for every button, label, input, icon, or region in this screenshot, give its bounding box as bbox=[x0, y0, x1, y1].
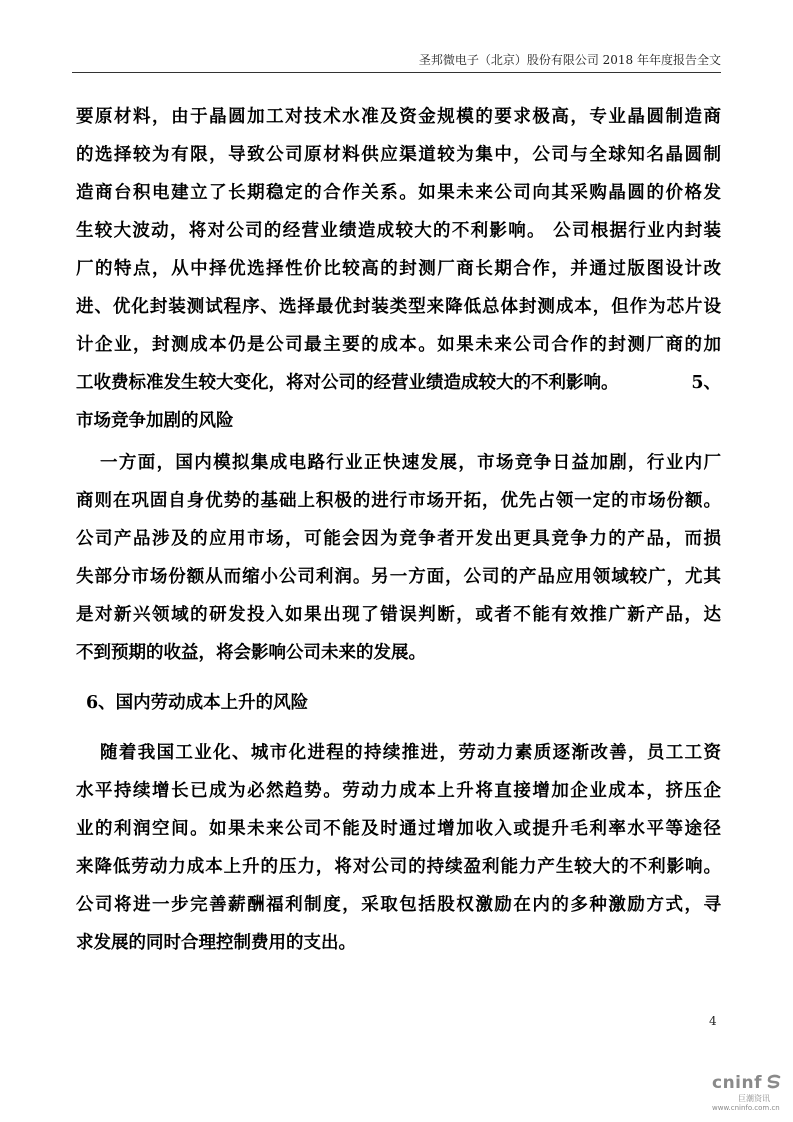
text-line: 进、优化封装测试程序、选择最优封装类型来降低总体封测成本，但作为芯片设 bbox=[76, 297, 721, 317]
document-body bbox=[76, 98, 721, 962]
text-line: 来降低劳动力成本上升的压力，将对公司的持续盈利能力产生较大的不利影响。 bbox=[76, 857, 721, 877]
text-line: 商则在巩固自身优势的基础上积极的进行市场开拓，优先占领一定的市场份额。 bbox=[76, 491, 721, 511]
text-line: 随着我国工业化、城市化进程的持续推进，劳动力素质逐渐改善，员工工资 bbox=[100, 743, 721, 763]
cninfo-logo-icon bbox=[766, 1074, 782, 1090]
section-5-heading: 市场竞争加剧的风险 bbox=[76, 411, 234, 431]
report-header-title: 圣邦微电子（北京）股份有限公司 2018 年年度报告全文 bbox=[418, 53, 721, 67]
text-line: 不到预期的收益，将会影响公司未来的发展。 bbox=[76, 643, 426, 663]
text-line: 业的利润空间。如果未来公司不能及时通过增加收入或提升毛利率水平等途径 bbox=[76, 819, 721, 839]
text-line: 计企业，封测成本仍是公司最主要的成本。如果未来公司合作的封测厂商的加 bbox=[76, 335, 721, 355]
cninfo-watermark-logo bbox=[712, 1073, 782, 1113]
watermark-chinese: 巨潮资讯 bbox=[738, 1094, 770, 1103]
text-line-with-heading-number bbox=[76, 364, 721, 402]
section-5-number: 5、 bbox=[691, 373, 721, 393]
text-line: 是对新兴领域的研发投入如果出现了错误判断，或者不能有效推广新产品，达 bbox=[76, 605, 721, 625]
text-line: 水平持续增长已成为必然趋势。劳动力成本上升将直接增加企业成本，挤压企 bbox=[76, 781, 721, 801]
text-line: 一方面，国内模拟集成电路行业正快速发展，市场竞争日益加剧，行业内厂 bbox=[100, 453, 721, 473]
text-line-content: 工收费标准发生较大变化，将对公司的经营业绩造成较大的不利影响。 bbox=[76, 373, 619, 393]
header-divider bbox=[72, 72, 721, 73]
section-6-heading: 6、国内劳动成本上升的风险 bbox=[86, 693, 309, 713]
watermark-word: cninf bbox=[712, 1073, 763, 1093]
text-line: 失部分市场份额从而缩小公司利润。另一方面，公司的产品应用领域较广，尤其 bbox=[76, 567, 721, 587]
text-line: 公司将进一步完善薪酬福利制度，采取包括股权激励在内的多种激励方式，寻 bbox=[76, 895, 721, 915]
text-line: 要原材料，由于晶圆加工对技术水准及资金规模的要求极高，专业晶圆制造商 bbox=[76, 107, 721, 127]
watermark-url: www.cninfo.com.cn bbox=[712, 1104, 780, 1112]
text-line: 生较大波动，将对公司的经营业绩造成较大的不利影响。 公司根据行业内封装 bbox=[76, 221, 721, 241]
text-line: 厂的特点，从中择优选择性价比较高的封测厂商长期合作，并通过版图设计改 bbox=[76, 259, 721, 279]
text-line: 的选择较为有限，导致公司原材料供应渠道较为集中，公司与全球知名晶圆制 bbox=[76, 145, 721, 165]
text-line: 公司产品涉及的应用市场，可能会因为竞争者开发出更具竞争力的产品，而损 bbox=[76, 529, 721, 549]
page-number: 4 bbox=[709, 1014, 717, 1028]
text-line: 求发展的同时合理控制费用的支出。 bbox=[76, 933, 356, 953]
text-line: 造商台积电建立了长期稳定的合作关系。如果未来公司向其采购晶圆的价格发 bbox=[76, 183, 721, 203]
